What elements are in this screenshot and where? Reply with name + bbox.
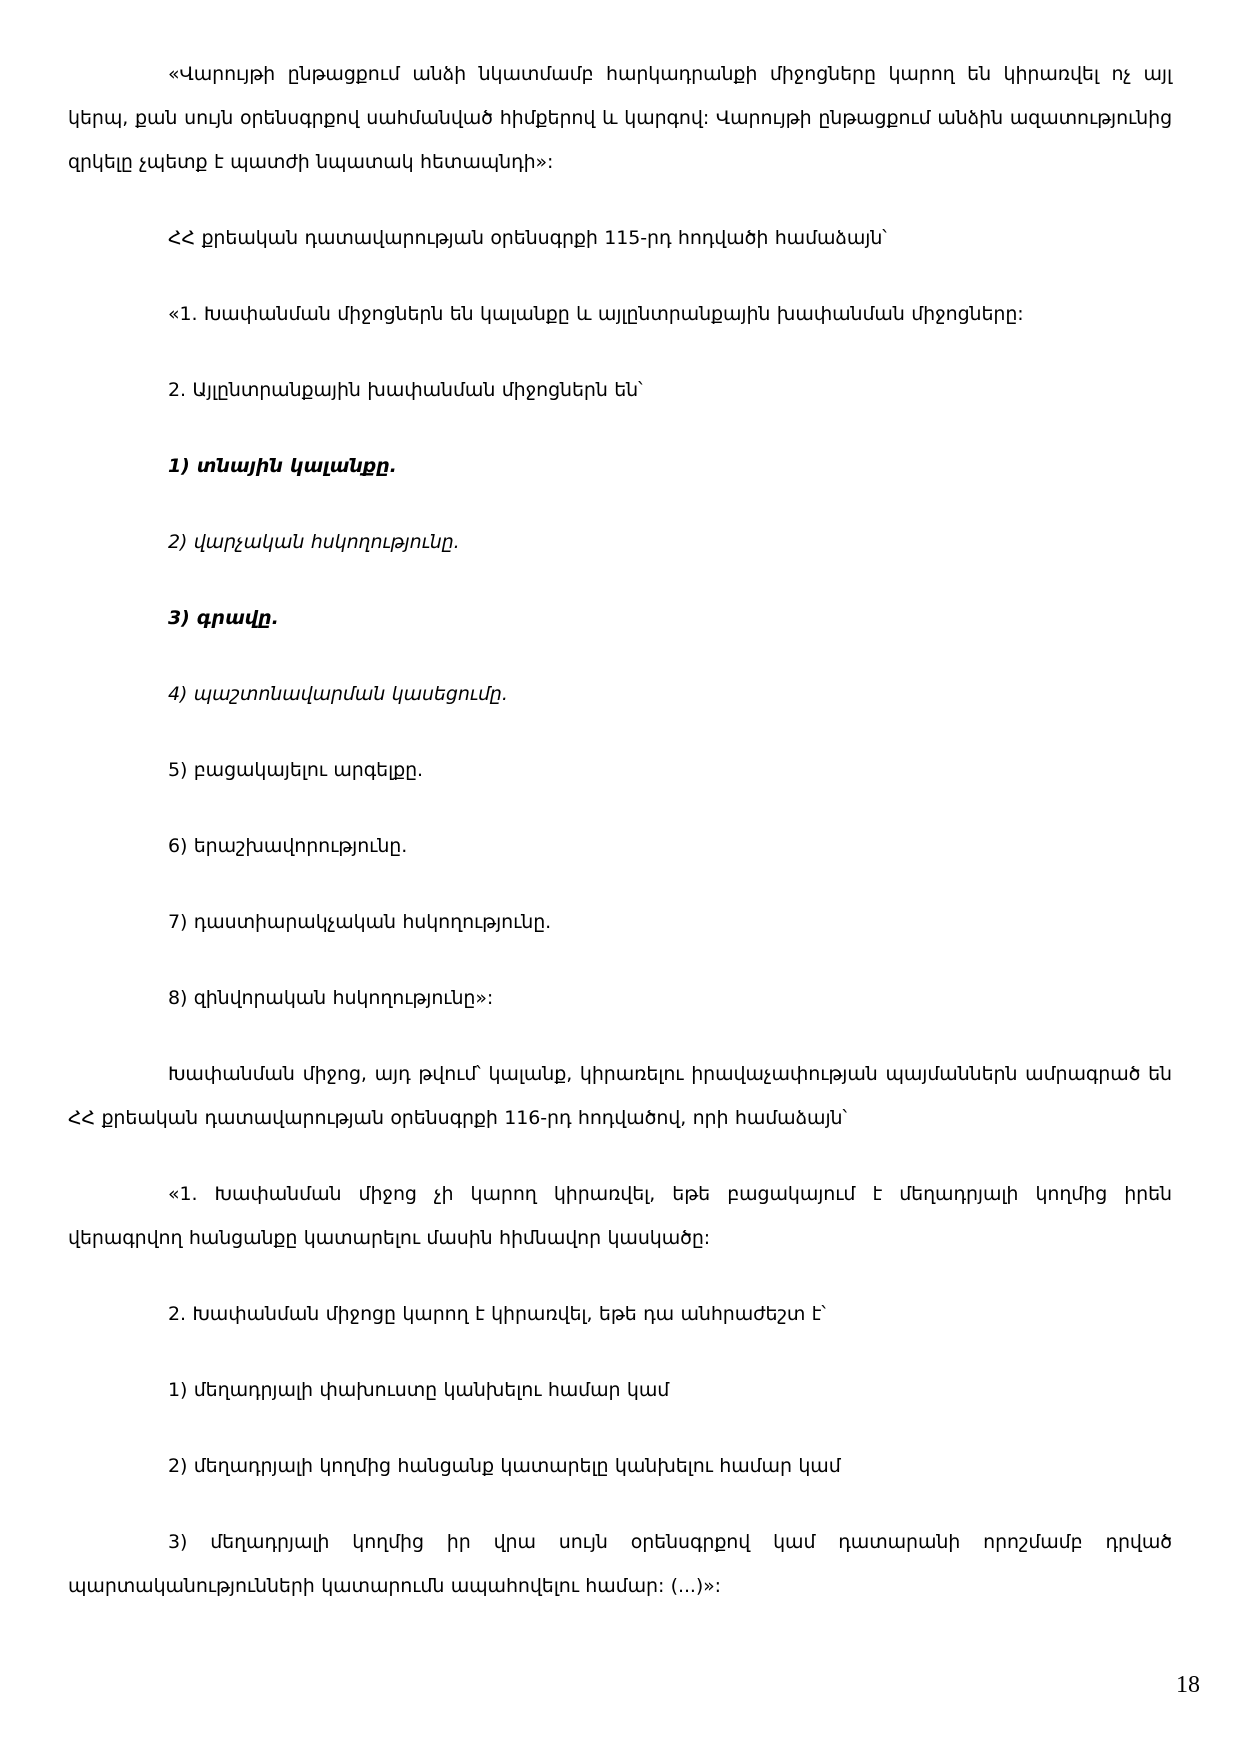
article-115-point-1: «1. Խափանման միջոցներն են կալանքը և այլընտրանքային խափանման միջոցները:: [168, 303, 1024, 325]
article-116-point-2: 2. Խափանման միջոցը կարող է կիրառվել, եթե դա անհրաժեշտ է՝: [168, 1303, 826, 1325]
article-115-reference: ՀՀ քրեական դատավարության օրենսգրքի 115-րդ հոդվածի համաձայն՝: [168, 227, 887, 249]
article-115-point-2: 2. Այլընտրանքային խափանման միջոցներն են՝: [168, 379, 643, 401]
list-item-6: 6) երաշխավորությունը.: [168, 835, 408, 857]
list-item-8: 8) զինվորական հսկողությունը»:: [168, 987, 494, 1009]
quote-paragraph: «Վարույթի ընթացքում անձի նկատմամբ հարկադրանքի միջոցները կարող են կիրառվել ոչ այլ կերպ, քան սույն օրենսգրքով սահմանված հիմքերով և կարգով: Վարույթի ընթացքում անձին ազատությունից զրկելը չպետք է պատժի նպատակ հետապնդի»:: [68, 63, 1172, 173]
article-116-subpoint-1: 1) մեղադրյալի փախուստը կանխելու համար կամ: [168, 1379, 670, 1401]
page-number: 18: [1176, 1672, 1200, 1698]
article-116-subpoint-2: 2) մեղադրյալի կողմից հանցանք կատարելը կանխելու համար կամ: [168, 1455, 841, 1477]
list-item-5: 5) բացակայելու արգելքը.: [168, 759, 423, 781]
list-item-1: 1) տնային կալանքը.: [168, 455, 397, 477]
article-116-point-1: «1. Խափանման միջոց չի կարող կիրառվել, եթե բացակայում է մեղադրյալի կողմից իրեն վերագրվող հանցանքը կատարելու մասին հիմնավոր կասկածը:: [68, 1183, 1172, 1249]
list-item-4: 4) պաշտոնավարման կասեցումը.: [168, 683, 508, 705]
article-116-reference: Խափանման միջոց, այդ թվում՝ կալանք, կիրառելու իրավաչափության պայմաններն ամրագրած են ՀՀ քրեական դատավարության օրենսգրքի 116-րդ հոդվածով, որի համաձայն՝: [68, 1063, 1172, 1129]
list-item-2: 2) վարչական հսկողությունը.: [168, 531, 460, 553]
list-item-7: 7) դաստիարակչական հսկողությունը.: [168, 911, 552, 933]
list-item-3: 3) գրավը.: [168, 607, 279, 629]
article-116-subpoint-3: 3) մեղադրյալի կողմից իր վրա սույն օրենսգրքով կամ դատարանի որոշմամբ դրված պարտականությունների կատարումն ապահովելու համար: (...)»:: [68, 1531, 1172, 1597]
